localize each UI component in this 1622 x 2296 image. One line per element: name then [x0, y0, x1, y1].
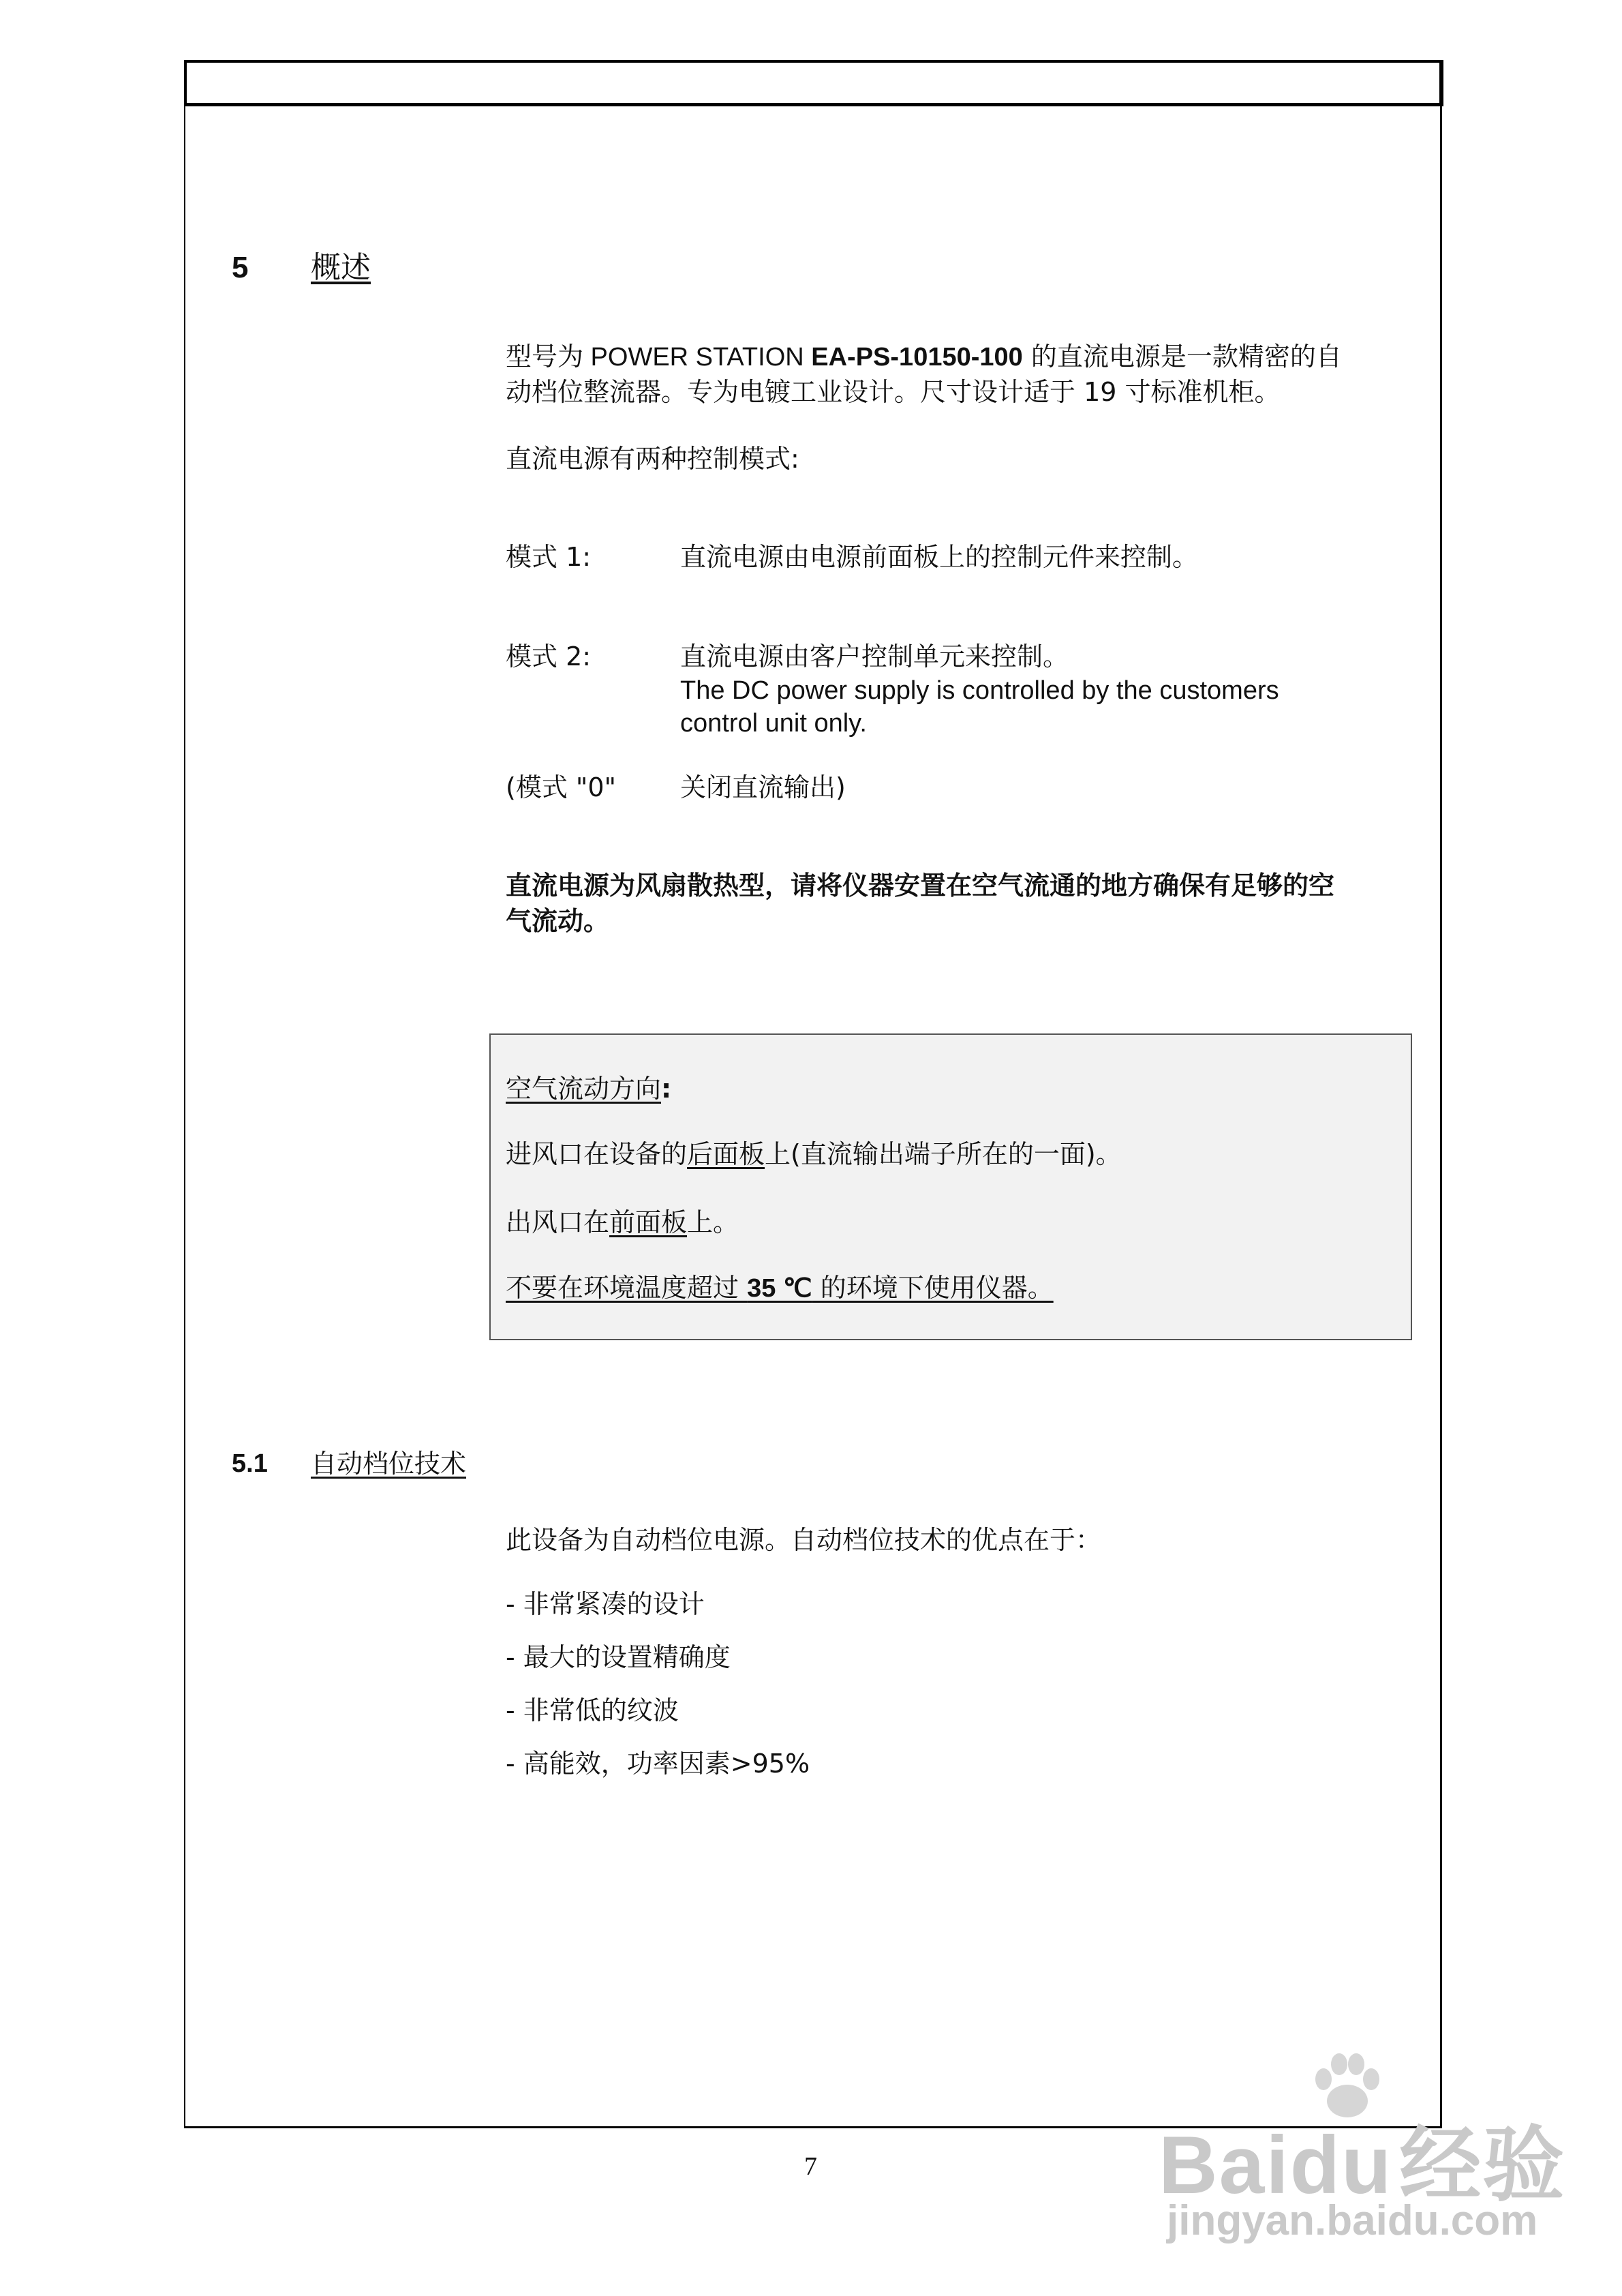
inlet-text-post: 上(直流输出端子所在的一面)。 [765, 1139, 1122, 1169]
section-title: 概述 [311, 250, 371, 285]
auto-range-intro: 此设备为自动档位电源。自动档位技术的优点在于： [506, 1525, 1102, 1555]
intro-line-2: 动档位整流器。专为电镀工业设计。尺寸设计适于 19 寸标准机柜。 [506, 377, 1281, 407]
mode-2-desc-en-1: The DC power supply is controlled by the customers [680, 676, 1279, 705]
mode-1-label: 模式 1: [506, 542, 592, 572]
warning-temperature: 35 ℃ [747, 1274, 812, 1303]
mode-2-desc-en-2: control unit only. [680, 709, 867, 738]
airflow-title-text: 空气流动方向 [506, 1074, 662, 1104]
list-item: - 非常紧凑的设计 [506, 1589, 705, 1619]
cooling-line-2: 气流动。 [506, 906, 610, 936]
outlet-text-pre: 出风口在 [506, 1207, 610, 1237]
list-item: - 高能效，功率因素>95% [506, 1749, 810, 1779]
inlet-text-pre: 进风口在设备的 [506, 1139, 688, 1169]
airflow-inlet [506, 1136, 1122, 1173]
temperature-warning [506, 1269, 1054, 1307]
list-item: - 非常低的纹波 [506, 1695, 679, 1725]
model-number: EA-PS-10150-100 [811, 343, 1023, 372]
subsection-title: 自动档位技术 [311, 1449, 467, 1479]
intro-text-pre: 型号为 POWER STATION [506, 343, 812, 372]
page-number: 7 [804, 2152, 817, 2181]
warning-text-post: 的环境下使用仪器。 [812, 1273, 1054, 1303]
mode-2-label: 模式 2: [506, 641, 592, 671]
intro-text-post: 的直流电源是一款精密的自 [1022, 342, 1342, 372]
mode-1-desc: 直流电源由电源前面板上的控制元件来控制。 [680, 542, 1199, 572]
modes-intro: 直流电源有两种控制模式: [506, 444, 799, 474]
outlet-front-panel: 前面板 [609, 1207, 688, 1237]
watermark-logo-cn: 经验 [1399, 2118, 1566, 2213]
intro-line-1 [506, 338, 1342, 376]
subsection-number: 5.1 [232, 1449, 268, 1478]
airflow-note-title [506, 1070, 671, 1107]
mode-2-desc: 直流电源由客户控制单元来控制。 [680, 641, 1069, 671]
airflow-title-colon: : [661, 1074, 672, 1104]
mode-0-desc: 关闭直流输出) [680, 772, 846, 802]
section-number: 5 [232, 251, 249, 284]
list-item: - 最大的设置精确度 [506, 1642, 731, 1672]
watermark-logo-latin: Baidu [1159, 2119, 1393, 2211]
mode-0-label: (模式 "0" [506, 772, 617, 802]
airflow-outlet [506, 1204, 739, 1241]
outlet-text-post: 上。 [687, 1207, 739, 1237]
cooling-line-1: 直流电源为风扇散热型，请将仪器安置在空气流通的地方确保有足够的空 [506, 871, 1335, 901]
inlet-rear-panel: 后面板 [687, 1139, 765, 1169]
watermark-url: jingyan.baidu.com [1167, 2197, 1538, 2244]
header-box [184, 60, 1443, 106]
warning-text-pre: 不要在环境温度超过 [506, 1273, 748, 1303]
